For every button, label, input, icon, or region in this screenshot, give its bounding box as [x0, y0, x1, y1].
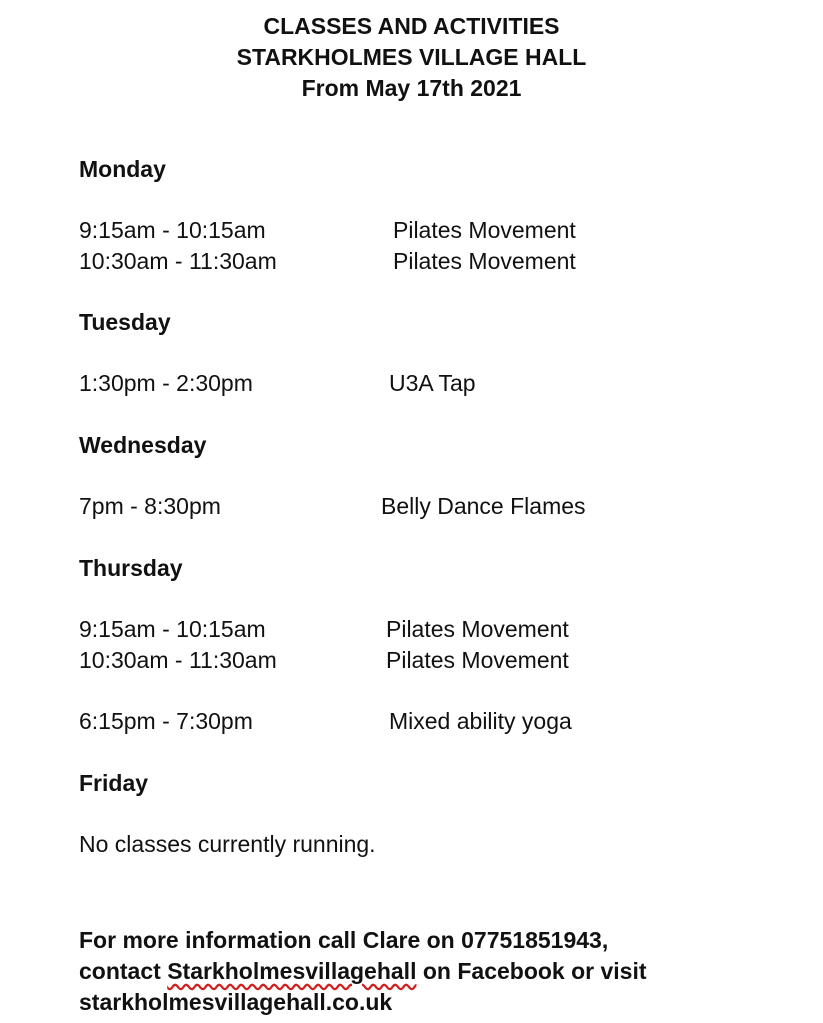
- title-line-2: STARKHOLMES VILLAGE HALL: [236, 44, 587, 70]
- footer-facebook-text: on Facebook or visit: [416, 958, 647, 984]
- day-heading-tuesday: Tuesday: [79, 309, 171, 335]
- footer-phone-line: For more information call Clare on 07751851943,: [79, 927, 609, 953]
- footer-info: [79, 925, 799, 1018]
- thursday-activity-2: Pilates Movement: [386, 647, 569, 673]
- monday-time-1: 9:15am - 10:15am: [79, 217, 266, 243]
- wednesday-time-1: 7pm - 8:30pm: [79, 493, 221, 519]
- monday-activity-1: Pilates Movement: [393, 217, 576, 243]
- facebook-page-name: Starkholmesvillagehall: [167, 958, 417, 984]
- thursday-time-1: 9:15am - 10:15am: [79, 616, 266, 642]
- thursday-time-2: 10:30am - 11:30am: [79, 647, 277, 673]
- friday-note: No classes currently running.: [79, 831, 376, 857]
- website-text: starkholmesvillagehall.co.uk: [79, 989, 393, 1015]
- thursday-time-3: 6:15pm - 7:30pm: [79, 708, 253, 734]
- day-heading-monday: Monday: [79, 156, 166, 182]
- day-heading-friday: Friday: [79, 770, 149, 796]
- monday-time-2: 10:30am - 11:30am: [79, 248, 277, 274]
- wednesday-activity-1: Belly Dance Flames: [381, 493, 586, 519]
- day-heading-wednesday: Wednesday: [79, 432, 207, 458]
- tuesday-time-1: 1:30pm - 2:30pm: [79, 370, 253, 396]
- day-heading-thursday: Thursday: [79, 555, 183, 581]
- thursday-activity-3: Mixed ability yoga: [389, 708, 572, 734]
- title-line-3: From May 17th 2021: [301, 75, 522, 101]
- thursday-activity-1: Pilates Movement: [386, 616, 569, 642]
- tuesday-activity-1: U3A Tap: [389, 370, 476, 396]
- title-line-1: CLASSES AND ACTIVITIES: [263, 13, 560, 39]
- footer-contact-text: contact: [79, 958, 168, 984]
- monday-activity-2: Pilates Movement: [393, 248, 576, 274]
